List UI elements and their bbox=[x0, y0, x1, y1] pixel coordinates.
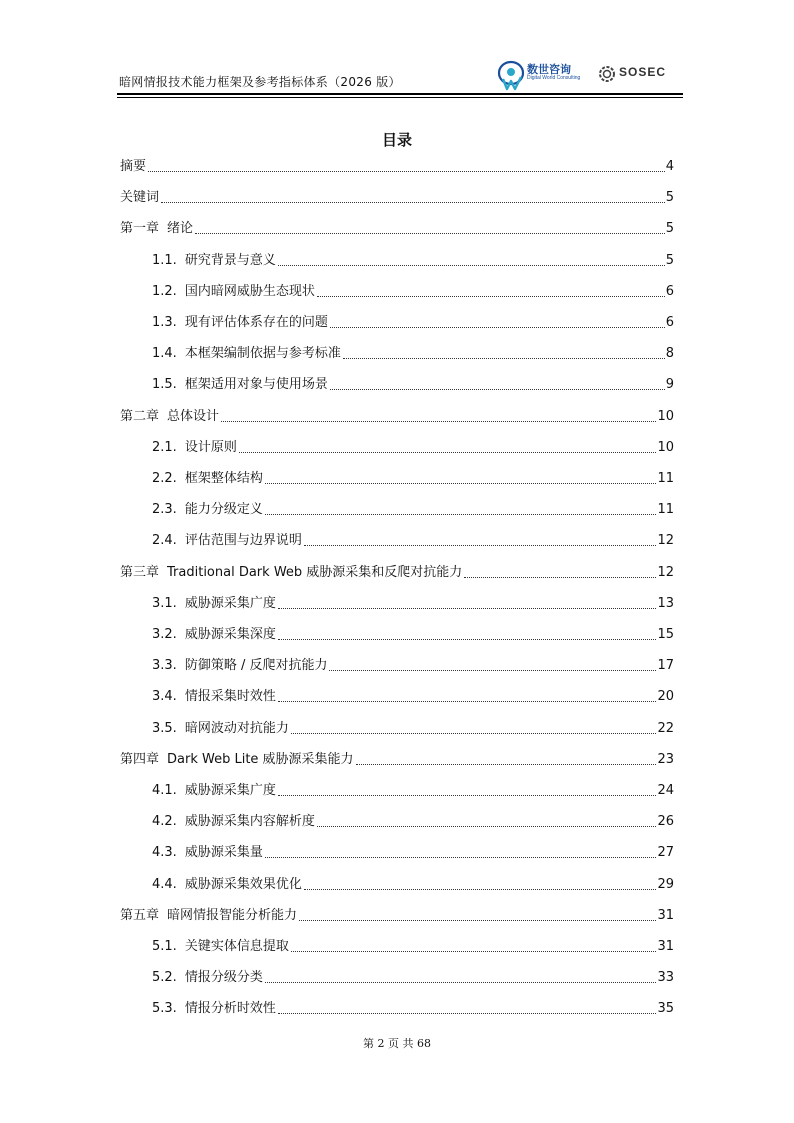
toc-entry-title: 研究背景与意义 bbox=[184, 252, 276, 268]
toc-entry[interactable] bbox=[152, 277, 674, 301]
toc-entry[interactable] bbox=[152, 870, 674, 894]
toc-entry-page: 15 bbox=[657, 627, 674, 642]
toc-entry-page: 10 bbox=[657, 439, 674, 455]
toc-entry-title: 情报分析时效性 bbox=[184, 1001, 276, 1017]
dwc-logo bbox=[497, 58, 591, 92]
toc-entry-number: 第四章 bbox=[120, 751, 160, 767]
toc-entry-page: 29 bbox=[657, 876, 674, 892]
toc-leader-dots bbox=[299, 920, 656, 921]
toc-entry-title: 绪论 bbox=[167, 221, 194, 237]
toc-entry-page: 33 bbox=[657, 970, 674, 986]
page-footer: 第 2 页 共 68 bbox=[363, 1037, 431, 1050]
toc-entry-title: 威胁源采集量 bbox=[184, 845, 263, 861]
toc-leader-dots bbox=[265, 982, 657, 983]
sosec-logo bbox=[597, 62, 685, 88]
toc-entry[interactable] bbox=[152, 370, 674, 394]
toc-leader-dots bbox=[278, 701, 657, 702]
toc-leader-dots bbox=[161, 202, 665, 203]
toc-entry-number: 4.4. bbox=[152, 876, 177, 892]
toc-entry[interactable] bbox=[152, 932, 674, 956]
toc-entry-number: 5.1. bbox=[152, 939, 177, 954]
toc-leader-dots bbox=[291, 733, 657, 734]
toc-entry-page: 9 bbox=[665, 377, 674, 393]
toc-leader-dots bbox=[304, 545, 657, 546]
toc-leader-dots bbox=[148, 171, 665, 172]
toc-leader-dots bbox=[464, 577, 656, 578]
toc-entry-title: Traditional Dark Web 威胁源采集和反爬对抗能力 bbox=[167, 564, 463, 580]
toc-entry-page: 24 bbox=[657, 783, 674, 798]
toc-entry-number: 第一章 bbox=[120, 221, 160, 237]
toc-entry-page: 23 bbox=[657, 751, 674, 767]
toc-leader-dots bbox=[356, 764, 657, 765]
toc-entry-title: 设计原则 bbox=[184, 439, 237, 455]
toc-entry-page: 6 bbox=[665, 283, 674, 299]
toc-entry-title: 情报分级分类 bbox=[184, 970, 263, 986]
toc-entry-number: 3.4. bbox=[152, 689, 177, 705]
toc-entry-number: 4.3. bbox=[152, 845, 177, 861]
toc-leader-dots bbox=[317, 296, 665, 297]
toc-entry[interactable] bbox=[152, 807, 674, 831]
toc-entry[interactable] bbox=[152, 433, 674, 457]
toc-entry[interactable] bbox=[120, 402, 674, 426]
toc-entry[interactable] bbox=[152, 838, 674, 862]
toc-entry-page: 11 bbox=[657, 471, 674, 486]
toc-entry-page: 26 bbox=[657, 814, 674, 830]
toc-entry-page: 6 bbox=[665, 315, 674, 330]
toc-leader-dots bbox=[265, 483, 657, 484]
toc-entry-number: 第五章 bbox=[120, 907, 160, 923]
toc-entry-title: 关键实体信息提取 bbox=[184, 939, 289, 954]
toc-entry-title: 总体设计 bbox=[167, 408, 220, 424]
toc-entry-title: Dark Web Lite 威胁源采集能力 bbox=[167, 751, 354, 767]
toc-entry-page: 11 bbox=[657, 502, 674, 518]
toc-entry-title: 框架整体结构 bbox=[184, 471, 263, 486]
header-rule bbox=[117, 93, 683, 95]
toc-entry-page: 27 bbox=[657, 845, 674, 861]
toc-leader-dots bbox=[265, 857, 657, 858]
toc-entry-title: 情报采集时效性 bbox=[184, 689, 276, 705]
toc-entry[interactable] bbox=[120, 558, 674, 582]
toc-entry-number: 2.1. bbox=[152, 439, 177, 455]
toc-entry[interactable] bbox=[152, 714, 674, 738]
toc-entry-number: 1.3. bbox=[152, 315, 177, 330]
toc-entry-page: 13 bbox=[657, 595, 674, 611]
toc-entry-page: 8 bbox=[665, 346, 674, 362]
toc-entry-title: 国内暗网威胁生态现状 bbox=[184, 283, 315, 299]
toc-leader-dots bbox=[304, 889, 657, 890]
toc-leader-dots bbox=[343, 358, 665, 359]
toc-entry[interactable] bbox=[152, 339, 674, 363]
toc-entry-title: 现有评估体系存在的问题 bbox=[184, 315, 328, 330]
sosec-logo-text: SOSEC bbox=[619, 65, 667, 79]
toc-entry[interactable] bbox=[120, 214, 674, 238]
toc-entry-page: 22 bbox=[657, 720, 674, 736]
toc-entry[interactable] bbox=[120, 745, 674, 769]
toc-entry-page: 31 bbox=[657, 907, 674, 923]
toc-entry-title: 威胁源采集广度 bbox=[184, 783, 276, 798]
toc-leader-dots bbox=[291, 951, 657, 952]
toc-entry[interactable] bbox=[152, 651, 674, 675]
toc-entry[interactable] bbox=[152, 464, 674, 488]
toc-entry-page: 31 bbox=[657, 939, 674, 954]
toc-leader-dots bbox=[330, 327, 665, 328]
toc-entry-title: 威胁源采集广度 bbox=[184, 595, 276, 611]
dwc-logo-icon bbox=[497, 59, 527, 91]
toc-entry-page: 10 bbox=[657, 408, 674, 424]
toc-entry-number: 3.3. bbox=[152, 658, 177, 674]
toc-entry-page: 17 bbox=[657, 658, 674, 674]
toc-entry-number: 3.5. bbox=[152, 720, 177, 736]
toc-entry-title: 威胁源采集内容解析度 bbox=[184, 814, 315, 830]
toc-entry-title: 威胁源采集效果优化 bbox=[184, 876, 302, 892]
toc-entry-title: 暗网波动对抗能力 bbox=[184, 720, 289, 736]
toc-entry-page: 35 bbox=[657, 1001, 674, 1017]
toc-leader-dots bbox=[330, 389, 665, 390]
toc-entry-title: 关键词 bbox=[120, 190, 160, 206]
toc-entry-title: 摘要 bbox=[120, 159, 147, 174]
toc-leader-dots bbox=[265, 514, 657, 515]
toc-entry-number: 2.2. bbox=[152, 471, 177, 486]
toc-entry-title: 本框架编制依据与参考标准 bbox=[184, 346, 341, 362]
toc-entry-page: 4 bbox=[665, 159, 674, 174]
toc-leader-dots bbox=[221, 421, 656, 422]
toc-entry-number: 3.2. bbox=[152, 627, 177, 642]
toc-leader-dots bbox=[329, 670, 656, 671]
toc-entry-title: 能力分级定义 bbox=[184, 502, 263, 518]
toc-leader-dots bbox=[278, 1013, 657, 1014]
toc-entry-page: 20 bbox=[657, 689, 674, 705]
toc-entry[interactable] bbox=[120, 183, 674, 207]
toc-entry[interactable] bbox=[120, 901, 674, 925]
toc-entry-title: 评估范围与边界说明 bbox=[184, 533, 302, 549]
toc-entry[interactable] bbox=[152, 589, 674, 613]
toc-entry-number: 第二章 bbox=[120, 408, 160, 424]
toc-entry-number: 4.2. bbox=[152, 814, 177, 830]
toc-title: 目录 bbox=[381, 131, 412, 149]
header-rule-thin bbox=[117, 97, 683, 98]
toc-entry[interactable] bbox=[152, 308, 674, 332]
toc-entry-number: 2.3. bbox=[152, 502, 177, 518]
toc-entry-page: 12 bbox=[657, 533, 674, 549]
toc-entry-title: 暗网情报智能分析能力 bbox=[167, 907, 298, 923]
header-title: 暗网情报技术能力框架及参考指标体系（2026 版） bbox=[119, 75, 401, 89]
toc-entry-number: 5.2. bbox=[152, 970, 177, 986]
toc-entry-number: 4.1. bbox=[152, 783, 177, 798]
toc-entry-number: 1.5. bbox=[152, 377, 177, 393]
toc-leader-dots bbox=[278, 265, 665, 266]
toc-entry-number: 1.1. bbox=[152, 252, 177, 268]
toc-leader-dots bbox=[278, 639, 657, 640]
toc-leader-dots bbox=[195, 233, 665, 234]
toc-entry-page: 5 bbox=[665, 221, 674, 237]
toc-entry[interactable] bbox=[152, 776, 674, 800]
toc-entry-number: 1.4. bbox=[152, 346, 177, 362]
toc-leader-dots bbox=[317, 826, 657, 827]
toc-entry-title: 框架适用对象与使用场景 bbox=[184, 377, 328, 393]
toc-entry[interactable] bbox=[152, 620, 674, 644]
gear-logo-icon bbox=[597, 64, 617, 84]
toc-entry-title: 防御策略 / 反爬对抗能力 bbox=[184, 658, 328, 674]
toc-entry-number: 第三章 bbox=[120, 564, 160, 580]
toc-entry-title: 威胁源采集深度 bbox=[184, 627, 276, 642]
toc-leader-dots bbox=[278, 608, 657, 609]
page-header bbox=[117, 58, 683, 95]
toc-entry[interactable] bbox=[120, 152, 674, 176]
toc-leader-dots bbox=[278, 795, 657, 796]
toc-entry[interactable] bbox=[152, 963, 674, 987]
toc-entry[interactable] bbox=[152, 682, 674, 706]
toc-entry[interactable] bbox=[152, 246, 674, 270]
toc-entry[interactable] bbox=[152, 526, 674, 550]
toc-entry-number: 3.1. bbox=[152, 595, 177, 611]
toc-leader-dots bbox=[239, 452, 657, 453]
toc-entry[interactable] bbox=[152, 994, 674, 1018]
dwc-logo-text: 数世咨询 bbox=[527, 63, 571, 76]
toc-entry-number: 1.2. bbox=[152, 283, 177, 299]
toc-entry[interactable] bbox=[152, 495, 674, 519]
toc-entry-page: 5 bbox=[665, 252, 674, 268]
toc-entry-number: 2.4. bbox=[152, 533, 177, 549]
toc-entry-page: 12 bbox=[657, 564, 674, 580]
toc-entry-number: 5.3. bbox=[152, 1001, 177, 1017]
toc-entry-page: 5 bbox=[665, 190, 674, 206]
dwc-logo-subtext: Digital World Consulting bbox=[527, 75, 581, 81]
